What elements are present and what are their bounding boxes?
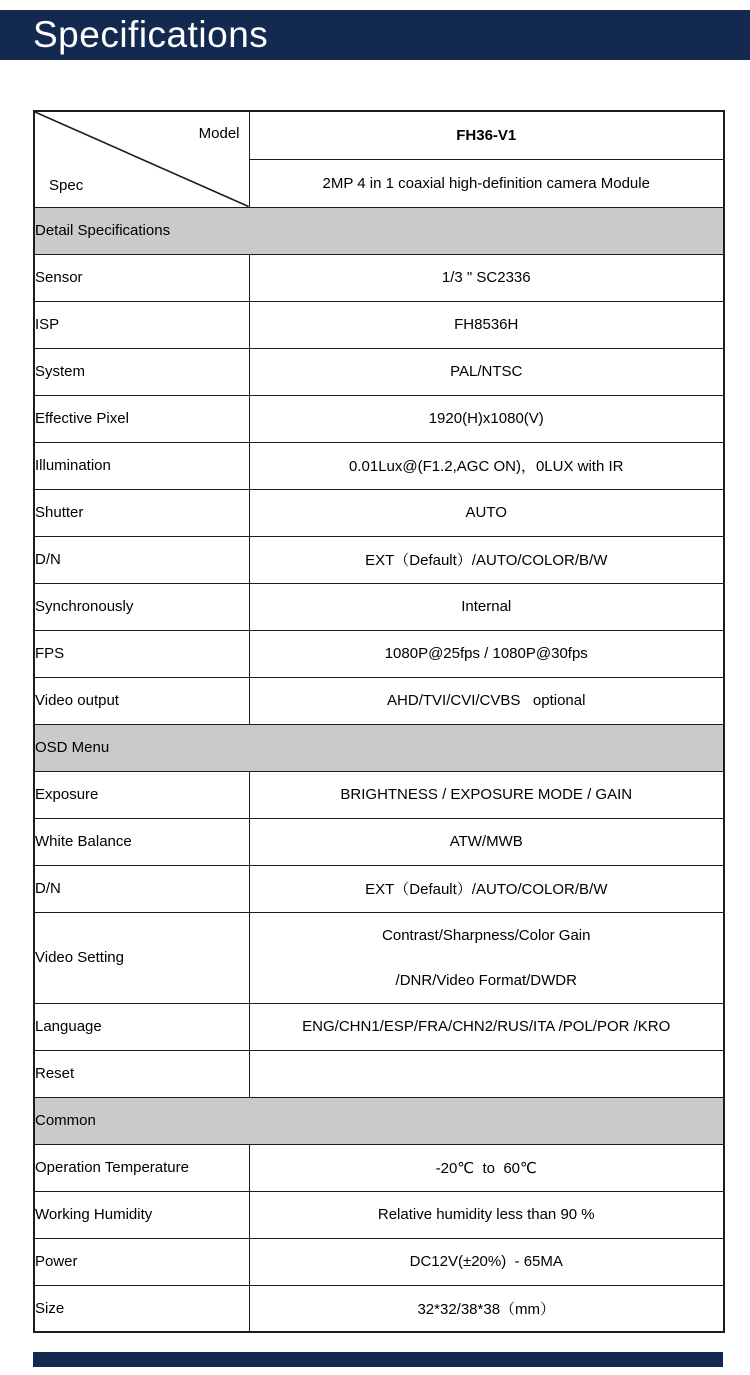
spec-row-value: FH8536H (249, 301, 724, 348)
spec-value-line-1: Contrast/Sharpness/Color Gain (382, 926, 591, 944)
spec-row-label: Size (34, 1285, 249, 1332)
spec-row-value: AHD/TVI/CVI/CVBS optional (249, 677, 724, 724)
spec-row-value: -20℃ to 60℃ (249, 1144, 724, 1191)
spec-row (34, 442, 724, 489)
spec-row (34, 1050, 724, 1097)
spec-row-label: Synchronously (34, 583, 249, 630)
spec-row-label: FPS (34, 630, 249, 677)
spec-row-value: Relative humidity less than 90 % (249, 1191, 724, 1238)
spec-row (34, 348, 724, 395)
spec-row-label: Sensor (34, 254, 249, 301)
spec-row-value: EXT（Default）/AUTO/COLOR/B/W (249, 865, 724, 912)
page-title: Specifications (33, 14, 269, 55)
spec-row (34, 301, 724, 348)
spec-row-label: Language (34, 1003, 249, 1050)
spec-row-label: Effective Pixel (34, 395, 249, 442)
model-description: 2MP 4 in 1 coaxial high-definition camera Module (249, 159, 724, 207)
spec-row (34, 489, 724, 536)
spec-row-value (249, 1050, 724, 1097)
spec-row (34, 865, 724, 912)
specifications-table (33, 110, 725, 1333)
spec-row-value (249, 912, 724, 1003)
spec-value-line-2: /DNR/Video Format/DWDR (395, 971, 577, 989)
spec-row-value: ENG/CHN1/ESP/FRA/CHN2/RUS/ITA /POL/POR /KRO (249, 1003, 724, 1050)
spec-row-value: ATW/MWB (249, 818, 724, 865)
section-header: Common (34, 1097, 724, 1144)
spec-row-value: PAL/NTSC (249, 348, 724, 395)
spec-row (34, 536, 724, 583)
spec-row-label: ISP (34, 301, 249, 348)
spec-row-label: System (34, 348, 249, 395)
corner-spec-label: Spec (49, 176, 84, 194)
spec-row-value: AUTO (249, 489, 724, 536)
spec-row (34, 254, 724, 301)
spec-row-label: Video output (34, 677, 249, 724)
spec-row (34, 677, 724, 724)
table-row (34, 111, 724, 159)
spec-row-value: 1080P@25fps / 1080P@30fps (249, 630, 724, 677)
spec-row (34, 1144, 724, 1191)
spec-row-label: Reset (34, 1050, 249, 1097)
model-value: FH36-V1 (249, 111, 724, 159)
section-header: Detail Specifications (34, 207, 724, 254)
spec-row (34, 771, 724, 818)
spec-row-label: Video Setting (34, 912, 249, 1003)
spec-row (34, 583, 724, 630)
spec-row (34, 1191, 724, 1238)
spec-row-value: Internal (249, 583, 724, 630)
spec-row-label: Working Humidity (34, 1191, 249, 1238)
model-spec-corner-cell (34, 111, 249, 207)
section-header-row (34, 1097, 724, 1144)
section-header-row (34, 207, 724, 254)
section-header-row (34, 724, 724, 771)
spec-row-value: EXT（Default）/AUTO/COLOR/B/W (249, 536, 724, 583)
spec-row-value: 0.01Lux@(F1.2,AGC ON)，0LUX with IR (249, 442, 724, 489)
spec-row-value: 32*32/38*38（mm） (249, 1285, 724, 1332)
spec-row-value: BRIGHTNESS / EXPOSURE MODE / GAIN (249, 771, 724, 818)
spec-row-label: Exposure (34, 771, 249, 818)
spec-row-label: Illumination (34, 442, 249, 489)
spec-row-value: 1/3 " SC2336 (249, 254, 724, 301)
spec-row (34, 1003, 724, 1050)
spec-row (34, 912, 724, 1003)
spec-row (34, 1238, 724, 1285)
page-header-bar (0, 10, 750, 60)
corner-model-label: Model (198, 125, 240, 142)
section-header: OSD Menu (34, 724, 724, 771)
spec-row (34, 818, 724, 865)
spec-row (34, 1285, 724, 1332)
spec-row-value: DC12V(±20%) - 65MA (249, 1238, 724, 1285)
spec-row (34, 630, 724, 677)
spec-row-value: 1920(H)x1080(V) (249, 395, 724, 442)
footer-divider-bar (33, 1352, 723, 1367)
spec-row-label: D/N (34, 865, 249, 912)
spec-row-label: White Balance (34, 818, 249, 865)
spec-row-label: Operation Temperature (34, 1144, 249, 1191)
spec-row-label: D/N (34, 536, 249, 583)
spec-row-label: Power (34, 1238, 249, 1285)
spec-row-label: Shutter (34, 489, 249, 536)
spec-row (34, 395, 724, 442)
spec-table-body (34, 111, 724, 1332)
